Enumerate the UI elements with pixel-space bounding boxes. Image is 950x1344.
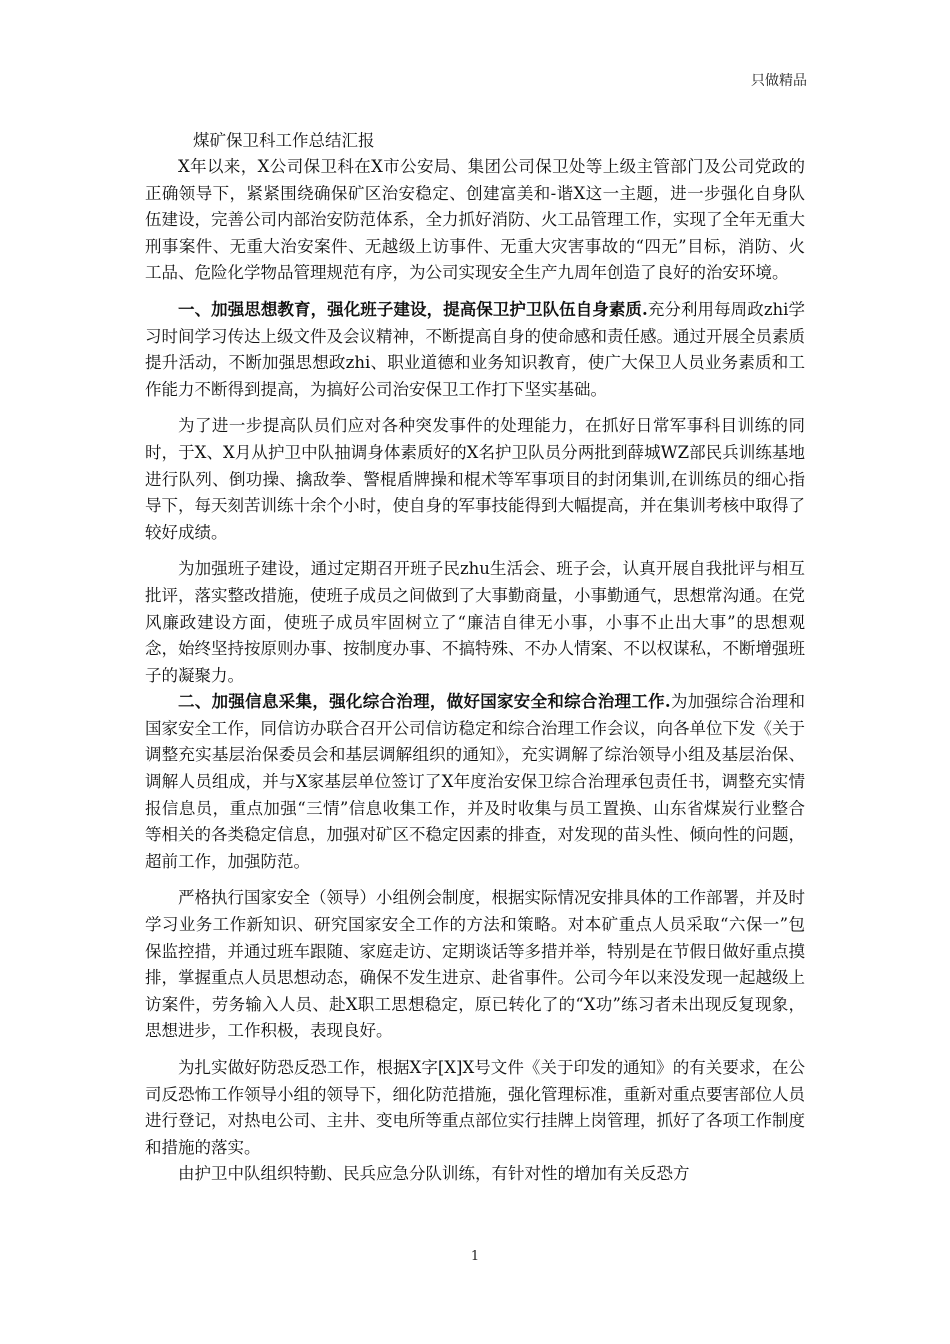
paragraph-text: 严格执行国家安全（领导）小组例会制度，根据实际情况安排具体的工作部署，并及时学习业务工作新知识、研究国家安全工作的方法和策略。对本矿重点人员采取“六保一”包保监控措，并通过班车跟随、家庭走访、定期谈话等多措并举，特别是在节假日做好重点摸排，掌握重点人员思想动态，确保不发生进京、赴省事件。公司今年以来没发现一起越级上访案件，劳务输入人员、赴X职工思想稳定，原已转化了的“X功”练习者未出现反复现象，思想进步，工作积极，表现良好。 bbox=[145, 888, 805, 1041]
paragraph-text: X年以来，X公司保卫科在X市公安局、集团公司保卫处等上级主管部门及公司党政的正确领导下，紧紧围绕确保矿区治安稳定、创建富美和-谐X这一主题，进一步强化自身队伍建设，完善公司内部治安防范体系，全力抓好消防、火工品管理工作，实现了全年无重大刑事案件、无重大治安案件、无越级上访事件、无重大灾害事故的“四无”目标，消防、火工品、危险化学物品管理规范有序，为公司实现安全生产九周年创造了良好的治安环境。 bbox=[145, 157, 805, 283]
paragraph-text: 为加强综合治理和国家安全工作，同信访办联合召开公司信访稳定和综合治理工作会议，向各单位下发《关于调整充实基层治保委员会和基层调解组织的通知》，充实调解了综治领导小组及基层治保、调解人员组成，并与X家基层单位签订了X年度治安保卫综合治理承包责任书，调整充实情报信息员，重点加强“三情”信息收集工作，并及时收集与员工置换、山东省煤炭行业整合等相关的各类稳定信息，加强对矿区不稳定因素的排查，对发现的苗头性、倾向性的问题，超前工作，加强防范。 bbox=[145, 692, 805, 871]
document-body bbox=[145, 128, 805, 1188]
paragraph-section-two bbox=[145, 689, 805, 875]
paragraph-intro bbox=[145, 154, 805, 287]
paragraph-training bbox=[145, 413, 805, 546]
paragraph-national-security bbox=[145, 885, 805, 1045]
page-number: 1 bbox=[470, 1249, 480, 1264]
paragraph-text: 为扎实做好防恐反恐工作，根据X字[X]X号文件《关于印发的通知》的有关要求，在公司反恐怖工作领导小组的领导下，细化防范措施，强化管理标准，重新对重点要害部位人员进行登记，对热电公司、主井、变电所等重点部位实行挂牌上岗管理，抓好了各项工作制度和措施的落实。 bbox=[145, 1058, 805, 1157]
paragraph-section-one bbox=[145, 297, 805, 403]
paragraph-team-building bbox=[145, 556, 805, 689]
paragraph-text: 充分利用每周政zhi学习时间学习传达上级文件及会议精神，不断提高自身的使命感和责任感。通过开展全员素质提升活动，不断加强思想政zhi、职业道德和业务知识教育，使广大保卫人员业务素质和工作能力不断得到提高，为搞好公司治安保卫工作打下坚实基础。 bbox=[145, 299, 805, 399]
section-heading: 二、加强信息采集，强化综合治理，做好国家安全和综合治理工作. bbox=[178, 692, 671, 712]
paragraph-anti-terror bbox=[145, 1055, 805, 1161]
paragraph-text: 由护卫中队组织特勤、民兵应急分队训练，有针对性的增加有关反恐方 bbox=[178, 1164, 690, 1184]
section-heading: 一、加强思想教育，强化班子建设，提高保卫护卫队伍自身素质. bbox=[178, 299, 648, 319]
header-note: 只做精品 bbox=[751, 73, 807, 89]
document-title: 煤矿保卫科工作总结汇报 bbox=[193, 131, 375, 150]
paragraph-text: 为加强班子建设，通过定期召开班子民zhu生活会、班子会，认真开展自我批评与相互批评，落实整改措施，使班子成员之间做到了大事勤商量，小事勤通气，思想常沟通。在党风廉政建设方面，使班子成员牢固树立了“廉洁自律无小事，小事不止出大事”的思想观念，始终坚持按原则办事、按制度办事、不搞特殊、不办人情案、不以权谋私，不断增强班子的凝聚力。 bbox=[145, 559, 805, 685]
paragraph-emergency-training bbox=[145, 1161, 805, 1188]
paragraph-text: 为了进一步提高队员们应对各种突发事件的处理能力，在抓好日常军事科目训练的同时，于X、X月从护卫中队抽调身体素质好的X名护卫队员分两批到薛城WZ部民兵训练基地进行队列、倒功操、擒敌拳、警棍盾牌操和棍术等军事项目的封闭集训,在训练员的细心指导下，每天刻苦训练十余个小时，使自身的军事技能得到大幅提高，并在集训考核中取得了较好成绩。 bbox=[145, 416, 805, 542]
